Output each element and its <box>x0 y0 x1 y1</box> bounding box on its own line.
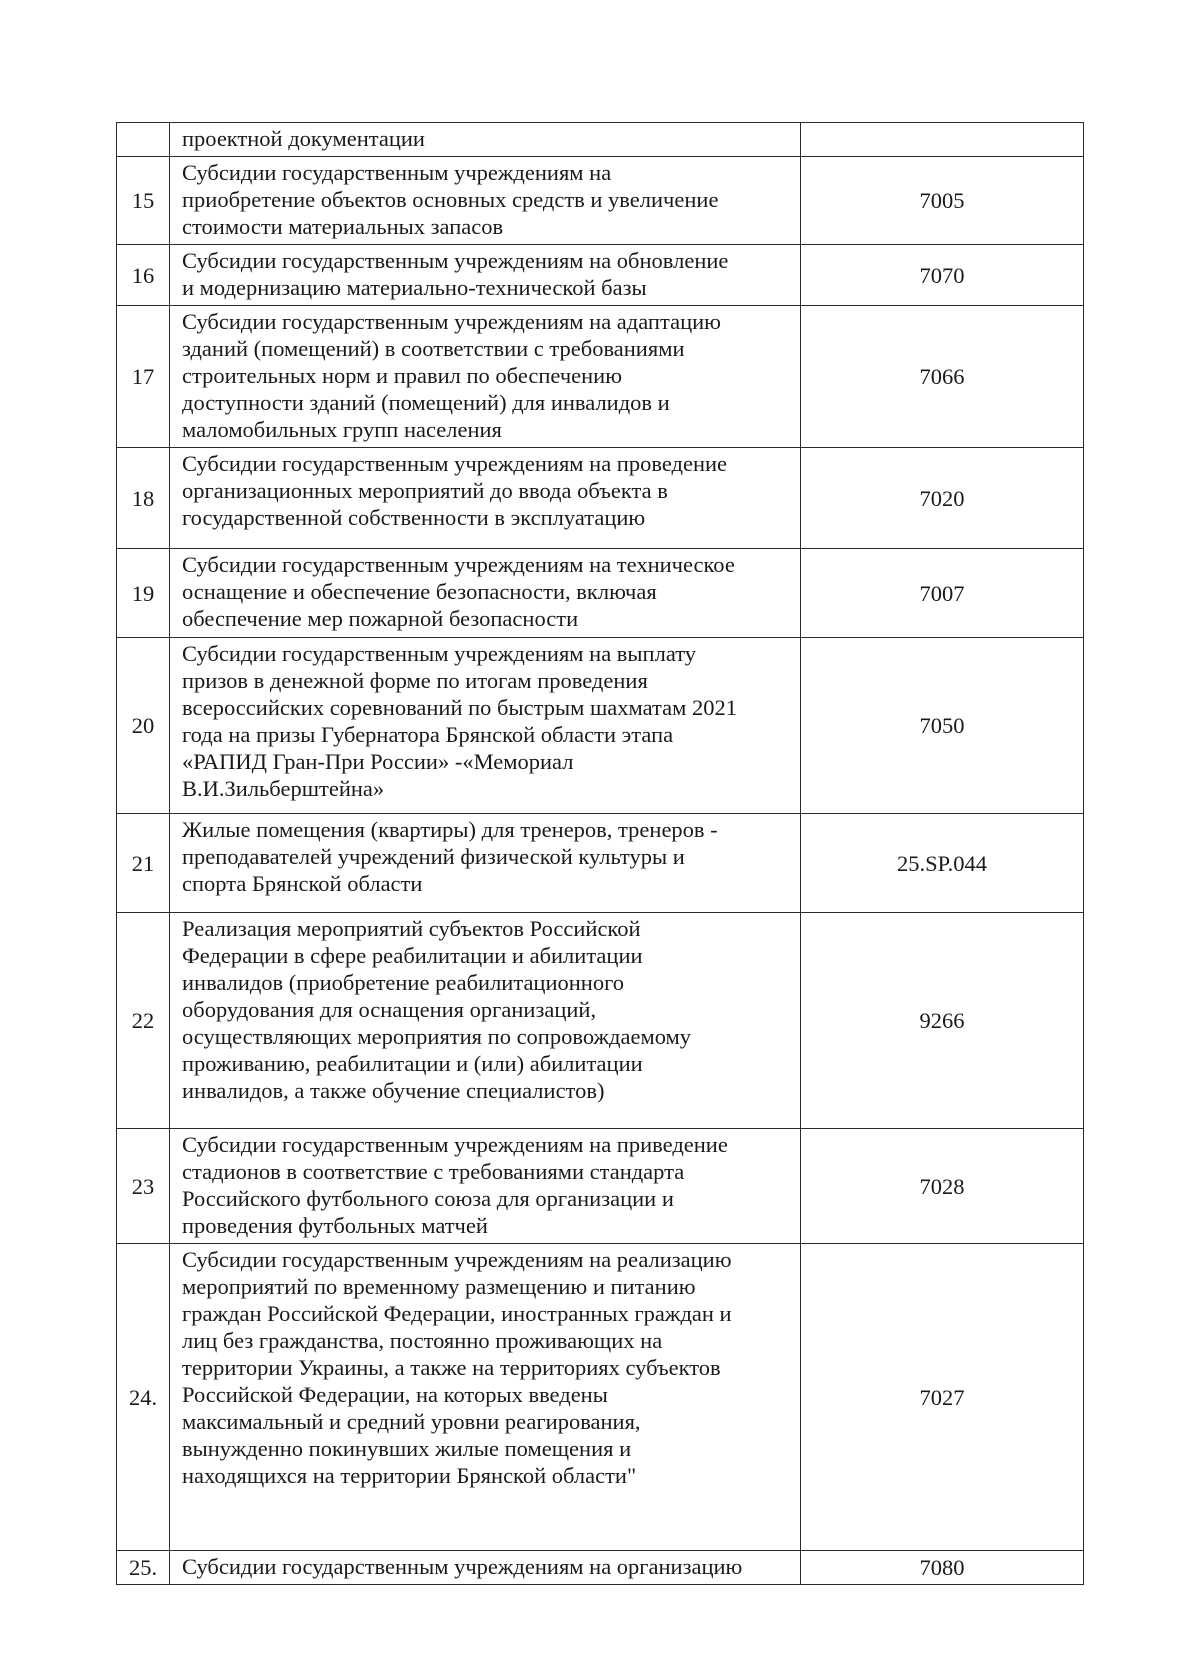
row-code: 7070 <box>801 245 1084 306</box>
table-row <box>117 1551 1084 1585</box>
row-code: 7005 <box>801 157 1084 245</box>
row-code: 7007 <box>801 549 1084 638</box>
table-row <box>117 913 1084 1129</box>
row-description: Субсидии государственным учреждениям на обновление и модернизацию материально-технической базы <box>170 245 801 306</box>
row-description: Субсидии государственным учреждениям на организацию <box>170 1551 801 1585</box>
row-number: 23 <box>117 1129 170 1244</box>
table-row <box>117 549 1084 638</box>
row-code: 7028 <box>801 1129 1084 1244</box>
row-description: Субсидии государственным учреждениям на проведение организационных мероприятий до ввода объекта в государственной собственности в эксплуатацию <box>170 448 801 549</box>
table-row <box>117 814 1084 913</box>
row-description: Жилые помещения (квартиры) для тренеров, тренеров - преподавателей учреждений физической культуры и спорта Брянской области <box>170 814 801 913</box>
row-number: 25. <box>117 1551 170 1585</box>
row-description: Субсидии государственным учреждениям на техническое оснащение и обеспечение безопасности, включая обеспечение мер пожарной безопасности <box>170 549 801 638</box>
row-number <box>117 123 170 157</box>
row-number: 24. <box>117 1244 170 1551</box>
row-description: Субсидии государственным учреждениям на реализацию мероприятий по временному размещению и питанию граждан Российской Федерации, иностранных граждан и лиц без гражданства, постоянно проживающих на территории Украины, а также на территориях субъектов Российской Федерации, на которых введены максимальный и средний уровни реагирования, вынужденно покинувших жилые помещения и находящихся на территории Брянской области" <box>170 1244 801 1551</box>
row-code: 7020 <box>801 448 1084 549</box>
row-description: проектной документации <box>170 123 801 157</box>
row-code: 7080 <box>801 1551 1084 1585</box>
table-row <box>117 1244 1084 1551</box>
row-code <box>801 123 1084 157</box>
table-row <box>117 638 1084 814</box>
row-number: 15 <box>117 157 170 245</box>
row-number: 22 <box>117 913 170 1129</box>
row-description: Реализация мероприятий субъектов Российской Федерации в сфере реабилитации и абилитации инвалидов (приобретение реабилитационного оборудования для оснащения организаций, осуществляющих мероприятия по сопровождаемому проживанию, реабилитации и (или) абилитации инвалидов, а также обучение специалистов) <box>170 913 801 1129</box>
row-number: 21 <box>117 814 170 913</box>
row-number: 17 <box>117 306 170 448</box>
data-table <box>116 122 1084 1585</box>
table-row <box>117 306 1084 448</box>
table-row <box>117 245 1084 306</box>
row-code: 25.SP.044 <box>801 814 1084 913</box>
row-description: Субсидии государственным учреждениям на приобретение объектов основных средств и увеличение стоимости материальных запасов <box>170 157 801 245</box>
table-row <box>117 123 1084 157</box>
row-description: Субсидии государственным учреждениям на выплату призов в денежной форме по итогам проведения всероссийских соревнований по быстрым шахматам 2021 года на призы Губернатора Брянской области этапа «РАПИД Гран-При России» -«Мемориал В.И.Зильберштейна» <box>170 638 801 814</box>
row-code: 7050 <box>801 638 1084 814</box>
row-number: 19 <box>117 549 170 638</box>
row-code: 7027 <box>801 1244 1084 1551</box>
table-row <box>117 1129 1084 1244</box>
row-number: 16 <box>117 245 170 306</box>
row-number: 20 <box>117 638 170 814</box>
row-description: Субсидии государственным учреждениям на адаптацию зданий (помещений) в соответствии с требованиями строительных норм и правил по обеспечению доступности зданий (помещений) для инвалидов и маломобильных групп населения <box>170 306 801 448</box>
row-code: 7066 <box>801 306 1084 448</box>
table-row <box>117 157 1084 245</box>
row-code: 9266 <box>801 913 1084 1129</box>
row-number: 18 <box>117 448 170 549</box>
table-row <box>117 448 1084 549</box>
row-description: Субсидии государственным учреждениям на приведение стадионов в соответствие с требованиями стандарта Российского футбольного союза для организации и проведения футбольных матчей <box>170 1129 801 1244</box>
